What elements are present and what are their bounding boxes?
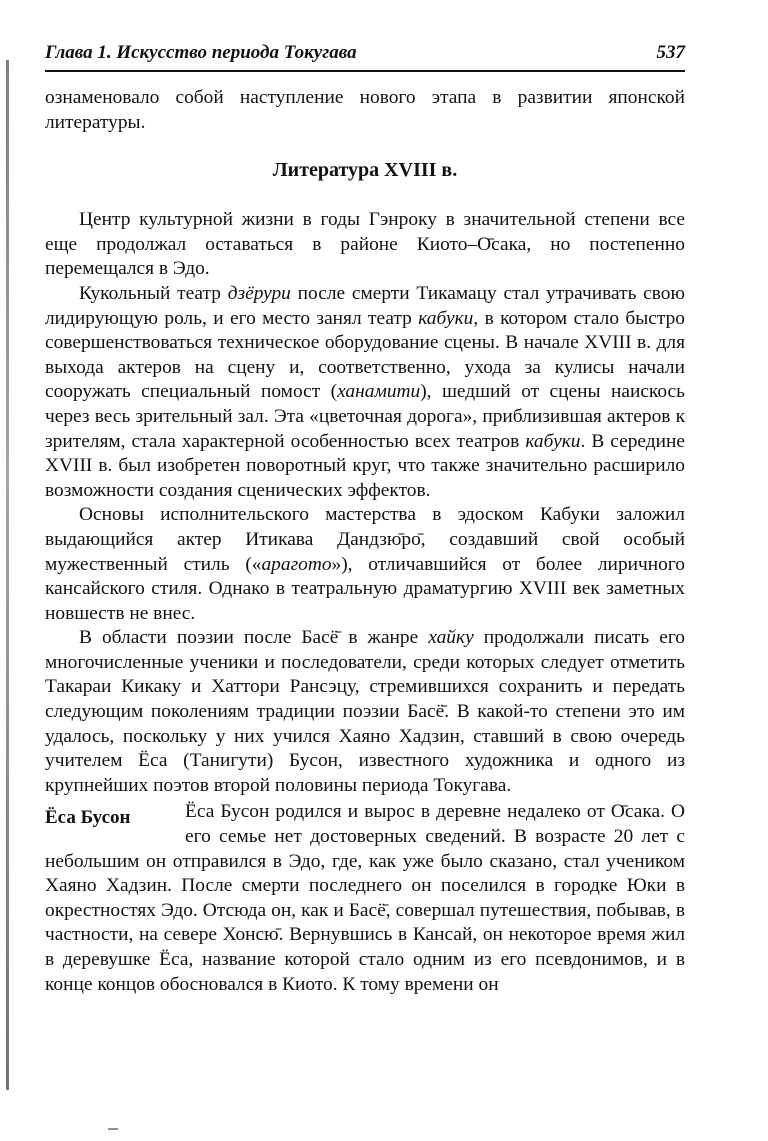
text-run: »), отличавшийся от более лиричного кансайского стиля. Однако в театральную драматургию XVIII век заметных новшеств не внес. <box>45 553 686 624</box>
paragraph-2 <box>45 282 685 503</box>
paragraph-3 <box>45 503 685 626</box>
paragraph-5: Ёса Бусон родился и вырос в деревне недалеко от О̄сака. О его семье нет достоверных сведений. В возрасте 20 лет с небольшим он отправился в Эдо, где, как уже было сказано, стал учеником Хаяно Хадзин. После смерти последнего он поселился в городке Юки в окрестностях Эдо. Отсюда он, как и Басё̄, совершал путешествия, побывав, в частности, на севере Хонсю̄. Вернувшись в Кансай, он некоторое время жил в деревушке Ёса, название которой стало одним из его псевдонимов, и в конце концов обосновался в Киото. К тому времени он <box>45 801 685 995</box>
italic-term: арагото <box>261 553 332 575</box>
italic-term: ханамити <box>337 381 421 403</box>
running-head <box>45 42 685 72</box>
lead-paragraph: ознаменовало собой наступление нового этапа в развитии японской литературы. <box>45 87 685 133</box>
page-number: 537 <box>656 42 685 63</box>
scan-mark <box>108 1128 118 1130</box>
text-run: ), шедший от сцены наискось через весь зрительный зал. Эта «цветочная дорога», приблизившая актеров к зрителям, стала характерной особенностью всех театров <box>45 381 685 452</box>
italic-term: кабуки <box>418 307 474 329</box>
paragraph-4 <box>45 626 685 798</box>
paragraph-1: Центр культурной жизни в годы Гэнроку в значительной степени все еще продолжал оставаться в районе Киото–О̄сака, но постепенно перемещался в Эдо. <box>45 209 685 280</box>
text-run: В области поэзии после Басё̄ в жанре <box>79 627 429 649</box>
book-spine-shadow <box>6 60 9 1090</box>
text-run: Основы исполнительского мастерства в эдоском Кабуки заложил выдающийся актер Итикава Дандзю̄ро̄, создавший свой особый мужественный стиль (« <box>45 504 685 575</box>
italic-term: дзёрури <box>227 282 291 304</box>
page <box>45 42 685 997</box>
text-run: продолжали писать его многочисленные ученики и последователи, среди которых следует отметить Такараи Кикаку и Хаттори Рансэцу, стремившихся сохранить и передать следующим поколениям традиции поэзии Басё̄. В какой-то степени это им удалось, поскольку у них учился Хаяно Хадзин, ставший в свою очередь учителем Ёса (Танигути) Бусон, известного художника и одного из крупнейших поэтов второй половины периода Токугава. <box>45 627 685 796</box>
chapter-title: Глава 1. Искусство периода Токугава <box>45 42 357 63</box>
text-run: . В середине XVIII в. был изобретен поворотный круг, что также значительно расширило возможности создания сценических эффектов. <box>45 430 685 501</box>
italic-term: кабуки <box>525 430 581 452</box>
marginal-heading: Ёса Бусон <box>45 807 131 829</box>
section-title: Литература XVIII в. <box>272 159 458 182</box>
text-run: , в котором стало быстро совершенствоваться техническое оборудование сцены. В начале XVIII в. для выхода актеров на сцену и, соответственно, ухода за кулисы начали сооружать специальный помост ( <box>45 307 686 403</box>
text-run: Кукольный театр <box>79 282 228 304</box>
busson-section <box>45 800 685 997</box>
text-run: после смерти Тикамацу стал утрачивать свою лидирующую роль, и его место занял театр <box>45 282 685 329</box>
italic-term: хайку <box>428 627 474 649</box>
